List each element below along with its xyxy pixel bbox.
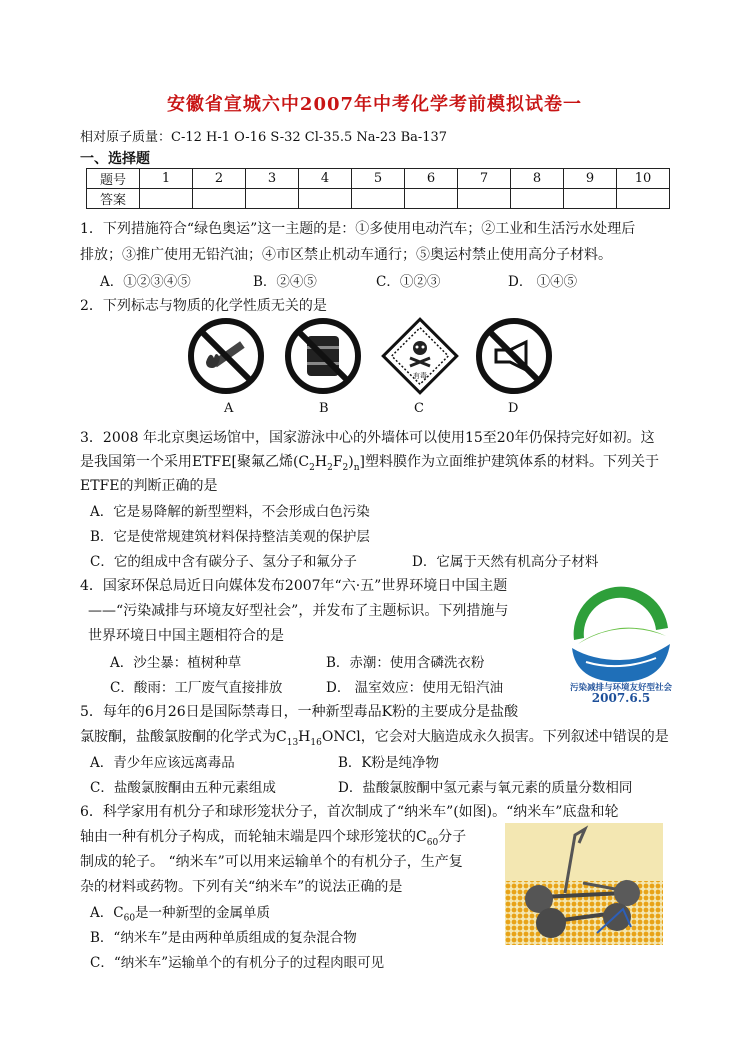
q5-line1: 5．每年的6月26日是国际禁毒日，一种新型毒品K粉的主要成分是盐酸 [80, 704, 519, 720]
table-cell: 7 [458, 169, 511, 189]
q4-line1: 4．国家环保总局近日向媒体发布2007年“六·五”世界环境日中国主题 [80, 578, 508, 594]
table-row-label: 题号 [87, 169, 140, 189]
answer-table [86, 168, 670, 209]
q1-option-c: C．①②③ [376, 274, 441, 290]
q4-option-a: A．沙尘暴：植树种草 [110, 655, 242, 671]
logo-date: 2007.6.5 [591, 691, 651, 704]
q3-option-a: A．它是易降解的新型塑料，不会形成白色污染 [90, 504, 370, 520]
answer-cell[interactable] [299, 189, 352, 209]
table-cell: 10 [617, 169, 670, 189]
table-cell: 9 [564, 169, 617, 189]
q3-line3: ETFE的判断正确的是 [80, 478, 218, 494]
q4-line3: 世界环境日中国主题相符合的是 [88, 628, 284, 644]
logo-slogan: 污染减排与环境友好型社会 [569, 683, 673, 693]
q1-option-b: B．②④⑤ [253, 274, 317, 290]
answer-cell[interactable] [511, 189, 564, 209]
table-cell: 3 [246, 169, 299, 189]
answer-cell[interactable] [193, 189, 246, 209]
q1-line1: 1．下列措施符合“绿色奥运”这一主题的是：①多使用电动汽车；②工业和生活污水处理后 [80, 221, 636, 237]
q5-option-c: C．盐酸氯胺酮由五种元素组成 [90, 780, 276, 796]
q6-line4: 杂的材料或药物。下列有关“纳米车”的说法正确的是 [80, 879, 403, 895]
q5-line2: 氯胺酮，盐酸氯胺酮的化学式为$C_{13}H_{16}ONCl$，它会对大脑造成永久损害。下列叙述中错误的是 [80, 729, 669, 748]
toxic-sign-label: 有毒 [413, 372, 427, 380]
q1-option-d: D． ①④⑤ [508, 274, 578, 290]
toxic-sign-icon [378, 314, 462, 398]
q3-line1: 3．2008 年北京奥运场馆中，国家游泳中心的外墙体可以使用15至20年仍保持完好如初。这 [80, 430, 655, 446]
q3-option-d: D．它属于天然有机高分子材料 [412, 554, 599, 570]
q5-option-b: B．K粉是纯净物 [338, 755, 440, 771]
q4-option-c: C．酸雨：工厂废气直接排放 [110, 680, 283, 696]
q5-option-a: A．青少年应该远离毒品 [90, 755, 235, 771]
q1-option-a: A．①②③④⑤ [100, 274, 191, 290]
no-drum-sign-icon [283, 316, 363, 396]
q4-option-d: D． 温室效应：使用无铅汽油 [326, 680, 504, 696]
no-fire-sign-icon [186, 316, 266, 396]
answer-cell[interactable] [352, 189, 405, 209]
q6-option-a: A．$C_{60}$是一种新型的金属单质 [90, 905, 271, 924]
section-heading: 一、选择题 [80, 151, 150, 167]
q6-line1: 6．科学家用有机分子和球形笼状分子，首次制成了“纳米车”(如图)。“纳米车”底盘和轮 [80, 804, 619, 820]
q6-option-c: C．“纳米车”运输单个的有机分子的过程肉眼可见 [90, 955, 385, 971]
answer-cell[interactable] [140, 189, 193, 209]
table-cell: 5 [352, 169, 405, 189]
q2-label-d: D [508, 401, 519, 416]
q3-option-c: C．它的组成中含有碳分子、氢分子和氟分子 [90, 554, 357, 570]
q2-label-a: A [224, 401, 234, 416]
table-cell: 2 [193, 169, 246, 189]
table-cell: 1 [140, 169, 193, 189]
q4-option-b: B．赤潮：使用含磷洗衣粉 [326, 655, 485, 671]
answer-cell[interactable] [564, 189, 617, 209]
table-row-label: 答案 [87, 189, 140, 209]
q2-label-c: C [414, 401, 424, 416]
answer-cell[interactable] [617, 189, 670, 209]
q2-label-b: B [319, 401, 329, 416]
q3-line2: 是我国第一个采用ETFE[聚氟乙烯$(C_2H_2F_2)_n$]塑料膜作为立面维护建筑体系的材料。下列关于 [80, 454, 660, 473]
q6-option-b: B．“纳米车”是由两种单质组成的复杂混合物 [90, 930, 357, 946]
q5-option-d: D．盐酸氯胺酮中氢元素与氧元素的质量分数相同 [338, 780, 633, 796]
table-cell: 8 [511, 169, 564, 189]
table-cell: 4 [299, 169, 352, 189]
answer-cell[interactable] [405, 189, 458, 209]
answer-cell[interactable] [246, 189, 299, 209]
q3-option-b: B．它是使常规建筑材料保持整洁美观的保护层 [90, 529, 370, 545]
nanocar-image [505, 823, 663, 945]
atomic-masses: 相对原子质量：C-12 H-1 O-16 S-32 Cl-35.5 Na-23 Ba-137 [80, 130, 448, 145]
q6-line3: 制成的轮子。 “纳米车”可以用来运输单个的有机分子，生产复 [80, 854, 463, 870]
environment-day-logo [556, 578, 686, 704]
q6-line2: 轴由一种有机分子构成，而轮轴末端是四个球形笼状的$C_{60}$分子 [80, 829, 467, 848]
answer-cell[interactable] [458, 189, 511, 209]
no-horn-sign-icon [474, 316, 554, 396]
table-cell: 6 [405, 169, 458, 189]
q2-stem: 2．下列标志与物质的化学性质无关的是 [80, 298, 327, 314]
q1-line2: 排放；③推广使用无铅汽油；④市区禁止机动车通行；⑤奥运村禁止使用高分子材料。 [80, 247, 612, 263]
q4-line2: ——“污染减排与环境友好型社会”，并发布了主题标识。下列措施与 [88, 603, 509, 619]
page-title: 安徽省宣城六中2007年中考化学考前模拟试卷一 [166, 94, 583, 115]
